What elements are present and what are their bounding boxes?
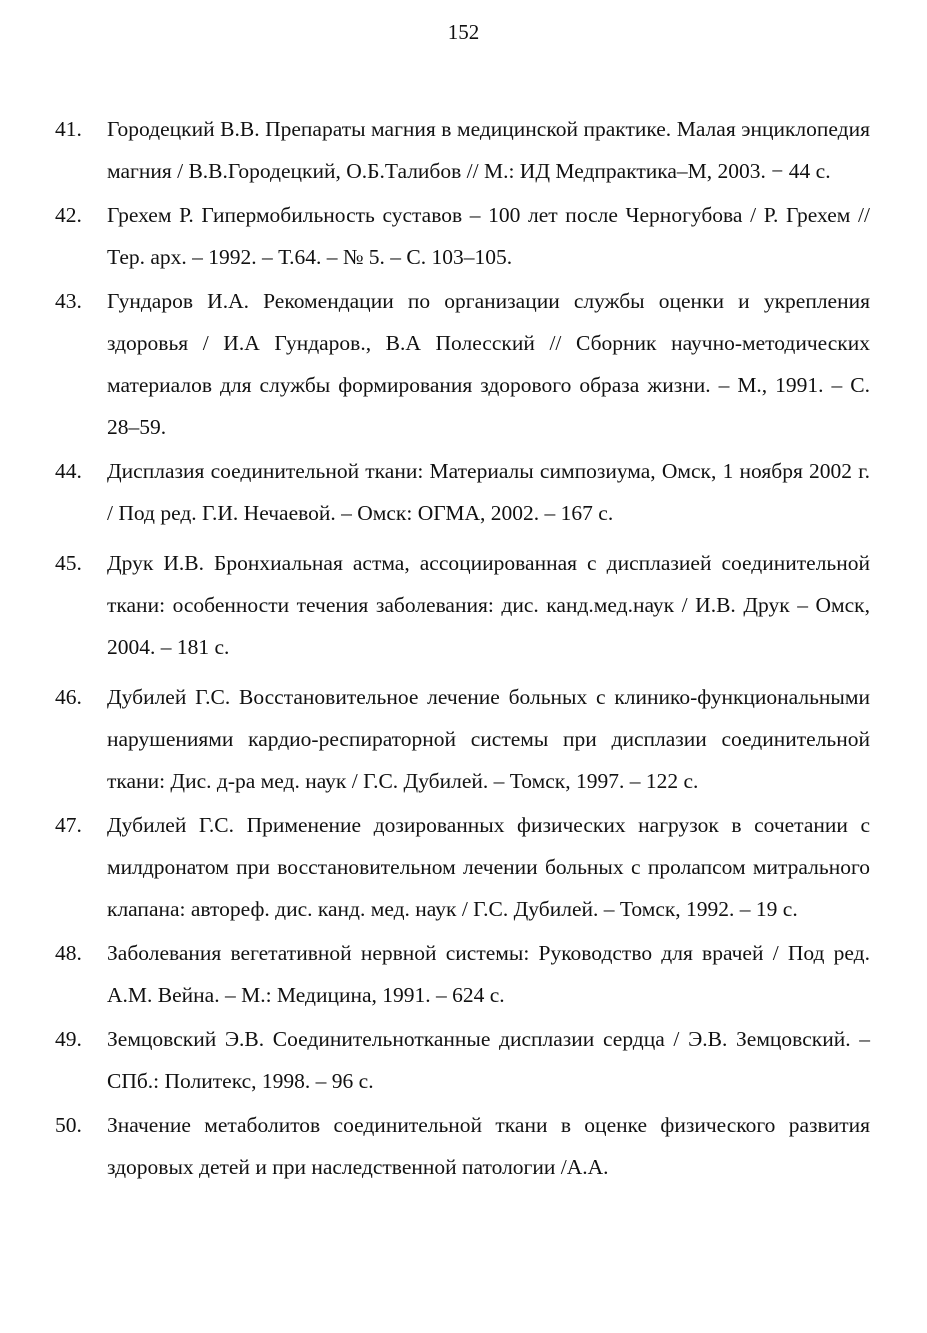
reference-text: Значение метаболитов соединительной ткани в оценке физического развития здоровых детей и при наследственной патологии /А.А. bbox=[107, 1113, 870, 1179]
reference-text: Городецкий В.В. Препараты магния в медицинской практике. Малая энциклопедия магния / В.В.Городецкий, О.Б.Талибов // М.: ИД Медпрактика–М, 2003. − 44 с. bbox=[107, 117, 870, 183]
reference-item bbox=[55, 932, 870, 1016]
reference-list bbox=[55, 108, 870, 1190]
reference-text: Дубилей Г.С. Применение дозированных физических нагрузок в сочетании с милдронатом при восстановительном лечении больных с пролапсом митрального клапана: автореф. дис. канд. мед. наук / Г.С. Дубилей. – Томск, 1992. – 19 с. bbox=[107, 813, 870, 921]
reference-item bbox=[55, 108, 870, 192]
reference-number: 46. bbox=[55, 685, 82, 709]
reference-item bbox=[55, 450, 870, 534]
reference-item bbox=[55, 194, 870, 278]
reference-item bbox=[55, 542, 870, 668]
reference-item bbox=[55, 280, 870, 448]
reference-text: Дубилей Г.С. Восстановительное лечение больных с клинико-функциональными нарушениями кардио-респираторной системы при дисплазии соединительной ткани: Дис. д-ра мед. наук / Г.С. Дубилей. – Томск, 1997. – 122 с. bbox=[107, 685, 870, 793]
reference-number: 43. bbox=[55, 289, 82, 313]
reference-number: 44. bbox=[55, 459, 82, 483]
reference-text: Друк И.В. Бронхиальная астма, ассоциированная с дисплазией соединительной ткани: особенности течения заболевания: дис. канд.мед.наук / И.В. Друк – Омск, 2004. – 181 с. bbox=[107, 551, 870, 659]
page-number: 152 bbox=[447, 20, 480, 44]
reference-text: Дисплазия соединительной ткани: Материалы симпозиума, Омск, 1 ноября 2002 г. / Под ред. Г.И. Нечаевой. – Омск: ОГМА, 2002. – 167 с. bbox=[107, 459, 870, 525]
reference-number: 41. bbox=[55, 117, 82, 141]
reference-text: Гундаров И.А. Рекомендации по организации службы оценки и укрепления здоровья / И.А Гундаров., В.А Полесский // Сборник научно-методических материалов для службы формирования здорового образа жизни. – М., 1991. – С. 28–59. bbox=[107, 289, 870, 439]
reference-item bbox=[55, 1104, 870, 1188]
reference-number: 50. bbox=[55, 1113, 82, 1137]
reference-number: 49. bbox=[55, 1027, 82, 1051]
reference-item bbox=[55, 676, 870, 802]
reference-item bbox=[55, 804, 870, 930]
reference-text: Земцовский Э.В. Соединительнотканные дисплазии сердца / Э.В. Земцовский. – СПб.: Политекс, 1998. – 96 с. bbox=[107, 1027, 870, 1093]
reference-number: 48. bbox=[55, 941, 82, 965]
reference-number: 42. bbox=[55, 203, 82, 227]
reference-number: 47. bbox=[55, 813, 82, 837]
reference-text: Заболевания вегетативной нервной системы: Руководство для врачей / Под ред. А.М. Вейна. – М.: Медицина, 1991. – 624 с. bbox=[107, 941, 870, 1007]
reference-item bbox=[55, 1018, 870, 1102]
reference-number: 45. bbox=[55, 551, 82, 575]
reference-text: Грехем Р. Гипермобильность суставов – 100 лет после Черногубова / Р. Грехем // Тер. арх. – 1992. – Т.64. – № 5. – С. 103–105. bbox=[107, 203, 870, 269]
